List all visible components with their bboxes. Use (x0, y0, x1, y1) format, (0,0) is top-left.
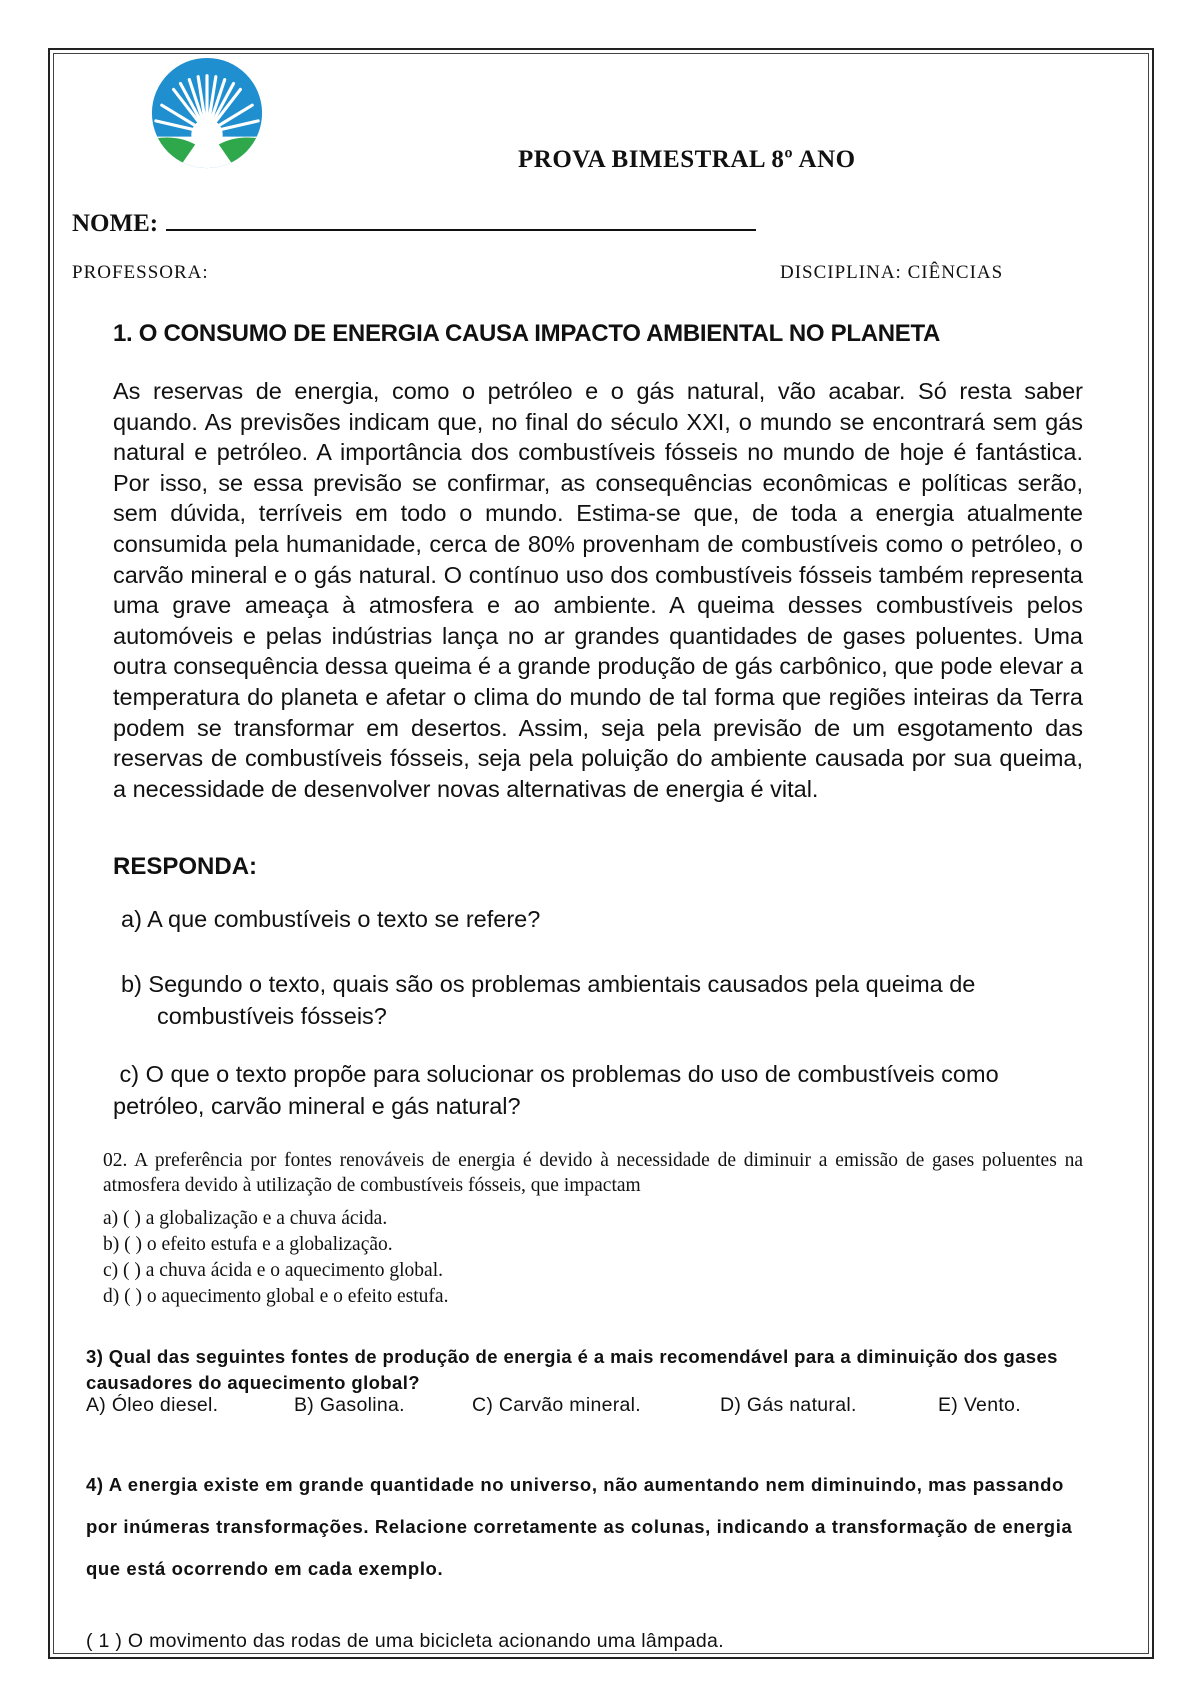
question-1-text: As reservas de energia, como o petróleo e o gás natural, vão acabar. Só resta saber quando. As previsões indicam que, no final do século XXI, o mundo se encontrará sem gás natural e petróleo. A importância dos combustíveis fósseis no mundo de hoje é fantástica. Por isso, se essa previsão se confirmar, as consequências econômicas e políticas serão, sem dúvida, terríveis em todo o mundo. Estima-se que, de toda a energia atualmente consumida pela humanidade, cerca de 80% provenham de combustíveis como o petróleo, o carvão mineral e o gás natural. O contínuo uso dos combustíveis fósseis também representa uma grave ameaça à atmosfera e ao ambiente. A queima desses combustíveis pelos automóveis e pelas indústrias lança no ar grandes quantidades de gases poluentes. Uma outra consequência dessa queima é a grande produção de gás carbônico, que pode elevar a temperatura do planeta e afetar o clima do mundo de tal forma que regiões inteiras da Terra podem se transformar em desertos. Assim, seja pela previsão de um esgotamento das reservas de combustíveis fósseis, seja pela poluição do ambiente causada por sua queima, a necessidade de desenvolver novas alternativas de energia é vital. (113, 378, 1083, 802)
name-field (72, 210, 756, 238)
question-3-option-a: A) Óleo diesel. (86, 1394, 219, 1416)
question-3-option-d: D) Gás natural. (720, 1394, 857, 1416)
question-2-option-b: b) ( ) o efeito estufa e a globalização. (103, 1234, 393, 1255)
question-2-options (103, 1206, 448, 1310)
question-3-option-e: E) Vento. (938, 1394, 1021, 1416)
question-1a: a) A que combustíveis o texto se refere? (121, 906, 541, 932)
question-1c-line2: petróleo, carvão mineral e gás natural? (113, 1093, 521, 1119)
question-2-option-c: c) ( ) a chuva ácida e o aquecimento global. (103, 1260, 444, 1281)
question-1b (121, 968, 1041, 1032)
subject-label: DISCIPLINA: CIÊNCIAS (780, 262, 1004, 283)
question-1c (113, 1058, 1073, 1122)
question-3-option-b: B) Gasolina. (294, 1394, 405, 1416)
name-label: NOME: (72, 210, 159, 237)
question-4-text: 4) A energia existe em grande quantidade no universo, não aumentando nem diminuindo, mas passando por inúmeras transformações. Relacione corretamente as colunas, indicando a transformação de energia que está ocorrendo em cada exemplo. (86, 1474, 1073, 1579)
responda-heading: RESPONDA: (113, 853, 258, 880)
question-3-option-c: C) Carvão mineral. (472, 1394, 642, 1416)
question-1b-line1: b) Segundo o texto, quais são os problemas ambientais causados pela queima de (121, 971, 976, 997)
question-4-item-1: ( 1 ) O movimento das rodas de uma bicicleta acionando uma lâmpada. (86, 1630, 724, 1652)
page-title: PROVA BIMESTRAL 8º ANO (518, 146, 856, 173)
question-2-text: 02. A preferência por fontes renováveis de energia é devido à necessidade de diminuir a emissão de gases poluentes na atmosfera devido à utilização de combustíveis fósseis, que impactam (103, 1150, 1083, 1196)
question-2-option-a: a) ( ) a globalização e a chuva ácida. (103, 1208, 388, 1229)
name-blank-line (166, 211, 756, 231)
sunrise-logo-icon (148, 56, 266, 174)
question-1b-line2: combustíveis fósseis? (157, 1003, 387, 1029)
question-2-option-d: d) ( ) o aquecimento global e o efeito estufa. (103, 1286, 449, 1307)
question-1-heading: 1. O CONSUMO DE ENERGIA CAUSA IMPACTO AMBIENTAL NO PLANETA (113, 320, 941, 347)
question-3-text: 3) Qual das seguintes fontes de produção de energia é a mais recomendável para a diminuição dos gases causadores do aquecimento global? (86, 1346, 1058, 1393)
question-1c-line1: c) O que o texto propõe para solucionar os problemas do uso de combustíveis como (113, 1061, 999, 1087)
teacher-label: PROFESSORA: (72, 262, 209, 283)
